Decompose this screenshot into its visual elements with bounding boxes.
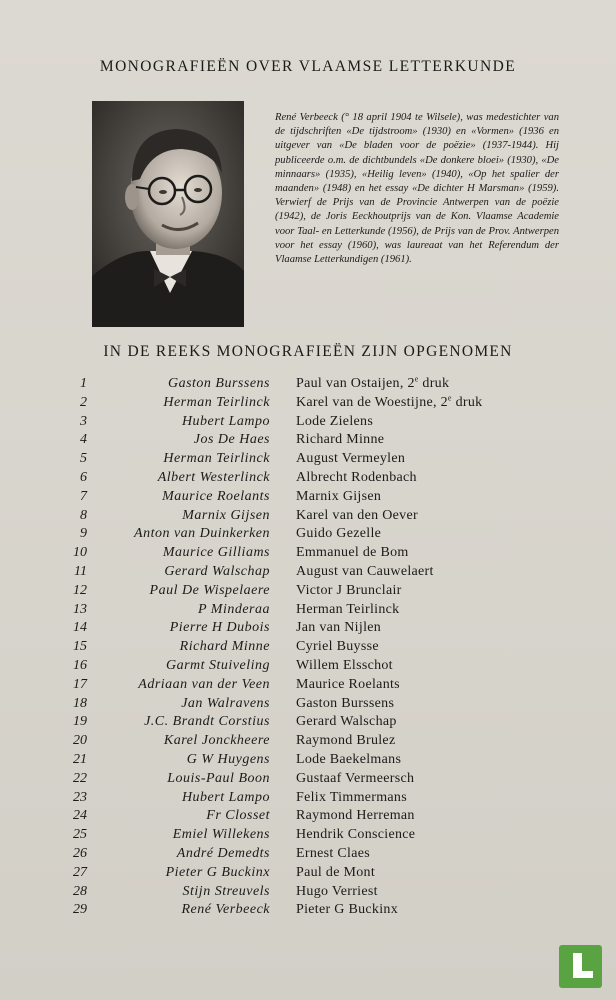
item-subject	[296, 865, 375, 881]
list-item	[60, 827, 560, 846]
item-author: Karel Jonckheere	[163, 733, 270, 749]
item-subject-text: Ernest Claes	[296, 845, 370, 861]
lastdodo-logo-icon	[559, 945, 602, 988]
item-number: 26	[73, 845, 87, 861]
item-number: 4	[80, 432, 87, 448]
item-edition-suffix: druk	[418, 376, 450, 391]
list-item	[60, 771, 560, 790]
item-subject	[296, 545, 409, 561]
item-subject	[296, 376, 449, 392]
item-subject-text: Maurice Roelants	[296, 676, 400, 692]
item-subject-text: Lode Zielens	[296, 413, 374, 429]
list-item	[60, 432, 560, 451]
list-item	[60, 639, 560, 658]
list-item	[60, 884, 560, 903]
item-author: Pieter G Buckinx	[165, 864, 270, 880]
item-author: Albert Westerlinck	[157, 469, 270, 485]
item-subject-text: August Vermeylen	[296, 451, 406, 467]
item-subject-text: Karel van de Woestijne, 2	[296, 394, 448, 410]
item-number: 23	[73, 789, 87, 805]
item-author: G W Huygens	[186, 751, 270, 767]
item-subject	[296, 620, 381, 636]
item-subject	[296, 583, 402, 599]
item-author: Hubert Lampo	[181, 413, 270, 429]
item-subject-text: Raymond Herreman	[296, 808, 415, 824]
item-subject	[296, 714, 397, 730]
item-author: Gaston Burssens	[167, 376, 270, 391]
item-number: 1	[80, 376, 87, 391]
item-subject-text: Willem Elsschot	[296, 657, 393, 673]
item-subject-text: Gustaaf Vermeersch	[296, 770, 415, 786]
list-item	[60, 451, 560, 470]
item-subject	[296, 902, 398, 918]
author-portrait-photo	[92, 101, 244, 327]
item-author: Gerard Walschap	[164, 563, 270, 579]
item-subject-text: Lode Baekelmans	[296, 751, 402, 767]
item-number: 12	[73, 582, 87, 598]
item-subject	[296, 790, 407, 806]
item-subject	[296, 771, 414, 787]
item-subject-text: Hugo Verriest	[296, 883, 378, 899]
item-author: Herman Teirlinck	[163, 451, 270, 467]
list-item	[60, 846, 560, 865]
list-item	[60, 902, 560, 921]
item-subject-text: Paul van Ostaijen, 2	[296, 376, 415, 391]
item-number: 18	[73, 695, 87, 711]
item-subject-text: Richard Minne	[296, 432, 385, 448]
list-item	[60, 376, 560, 395]
item-number: 13	[73, 601, 87, 617]
item-number: 11	[74, 563, 87, 579]
item-subject-text: August van Cauwelaert	[296, 563, 434, 579]
item-subject	[296, 884, 378, 900]
item-subject	[296, 846, 370, 862]
item-subject-text: Albrecht Rodenbach	[296, 469, 417, 485]
list-item	[60, 583, 560, 602]
item-author: P Minderaa	[197, 601, 270, 617]
item-subject-text: Felix Timmermans	[296, 789, 407, 805]
item-number: 7	[80, 488, 87, 504]
item-number: 6	[80, 469, 87, 485]
item-subject	[296, 827, 415, 843]
item-subject	[296, 432, 384, 448]
item-number: 22	[73, 770, 87, 786]
list-item	[60, 395, 560, 414]
item-subject-text: Emmanuel de Bom	[296, 545, 409, 561]
list-item	[60, 865, 560, 884]
list-item	[60, 733, 560, 752]
item-author: Garmt Stuiveling	[165, 657, 270, 673]
item-author: Fr Closset	[206, 808, 270, 824]
item-subject-text: Raymond Brulez	[296, 733, 396, 749]
item-edition-superscript: e	[414, 374, 419, 384]
item-edition-suffix: druk	[451, 394, 483, 410]
item-number: 16	[73, 657, 87, 673]
item-number: 27	[73, 864, 87, 880]
item-author: Richard Minne	[179, 639, 270, 655]
item-number: 10	[73, 545, 87, 561]
item-author: Jan Walravens	[181, 695, 270, 711]
item-subject	[296, 696, 394, 712]
item-subject	[296, 395, 482, 411]
item-subject	[296, 564, 434, 580]
item-author: Maurice Gilliams	[162, 545, 270, 561]
item-subject	[296, 489, 381, 505]
item-subject-text: Jan van Nijlen	[296, 620, 382, 636]
item-author: Paul De Wispelaere	[149, 582, 270, 598]
item-subject-text: Victor J Brunclair	[296, 582, 402, 598]
item-subject-text: Paul de Mont	[296, 864, 376, 880]
list-item	[60, 696, 560, 715]
item-number: 20	[73, 733, 87, 749]
item-edition-superscript: e	[447, 393, 452, 403]
list-item	[60, 602, 560, 621]
item-number: 9	[80, 526, 87, 542]
item-subject-text: Pieter G Buckinx	[296, 902, 399, 918]
item-author: J.C. Brandt Corstius	[144, 714, 270, 730]
item-subject	[296, 602, 399, 618]
item-number: 19	[73, 714, 87, 730]
item-author: Emiel Willekens	[172, 827, 270, 843]
item-subject-text: Marnix Gijsen	[296, 488, 382, 504]
item-number: 21	[73, 751, 87, 767]
item-subject	[296, 470, 417, 486]
list-item	[60, 545, 560, 564]
item-author: Herman Teirlinck	[163, 394, 270, 410]
list-item	[60, 564, 560, 583]
list-item	[60, 620, 560, 639]
item-subject-text: Gaston Burssens	[296, 695, 395, 711]
item-subject	[296, 677, 400, 693]
author-biography: René Verbeeck (° 18 april 1904 te Wilsele), was medestichter van de tijdschriften «De tijdstroom» (1930) en «Vormen» (1936 en uitgever van «De bladen voor de poëzie» (1937-1944). Hij publiceerde o.m. de dichtbundels «De donkere bloei» (1930), «De minnaars» (1935), «Heilig leven» (1940), «Op het spalier der maanden» (1948) en het essay «De dichter H Marsman» (1959). Verwierf de Prijs van de Provincie Antwerpen van de poëzie (1942), de Joris Eeckhoutprijs van de Kon. Vlaamse Academie voor Taal- en Letterkunde (1956), de Prijs van de Prov. Antwerpen voor het essay (1960), was laureaat van het Referendum der Vlaamse Letterkundigen (1961).	[275, 112, 559, 266]
item-subject-text: Cyriel Buysse	[296, 639, 379, 655]
item-author: Jos De Haes	[193, 432, 270, 448]
item-author: André Demedts	[176, 845, 270, 861]
list-item	[60, 508, 560, 527]
item-number: 15	[73, 639, 87, 655]
item-number: 29	[73, 902, 87, 918]
item-number: 2	[80, 394, 87, 410]
item-number: 28	[73, 883, 87, 899]
list-item	[60, 752, 560, 771]
list-item	[60, 714, 560, 733]
item-author: Adriaan van der Veen	[138, 676, 270, 692]
list-item	[60, 790, 560, 809]
list-item	[60, 677, 560, 696]
item-subject	[296, 808, 415, 824]
item-number: 3	[80, 413, 87, 429]
list-item	[60, 414, 560, 433]
series-list	[60, 376, 560, 921]
item-number: 5	[80, 451, 87, 467]
list-item	[60, 808, 560, 827]
item-subject	[296, 733, 395, 749]
list-item	[60, 489, 560, 508]
item-subject-text: Hendrik Conscience	[296, 827, 416, 843]
item-author: Stijn Streuvels	[182, 883, 270, 899]
item-subject	[296, 414, 373, 430]
item-subject	[296, 639, 379, 655]
item-author: Marnix Gijsen	[182, 507, 270, 523]
list-item	[60, 470, 560, 489]
item-author: Hubert Lampo	[181, 789, 270, 805]
page-title: MONOGRAFIEЁN OVER VLAAMSE LETTERKUNDE	[99, 58, 517, 75]
item-subject	[296, 508, 418, 524]
item-subject-text: Herman Teirlinck	[296, 601, 400, 617]
item-subject-text: Gerard Walschap	[296, 714, 397, 730]
item-author: Louis-Paul Boon	[167, 770, 270, 786]
item-subject	[296, 658, 393, 674]
series-heading: IN DE REEKS MONOGRAFIEЁN ZIJN OPGENOMEN	[103, 343, 513, 360]
portrait-icon	[92, 101, 244, 327]
item-number: 17	[73, 676, 87, 692]
item-subject	[296, 451, 405, 467]
list-item	[60, 526, 560, 545]
list-item	[60, 658, 560, 677]
item-subject-text: Guido Gezelle	[296, 526, 382, 542]
item-number: 8	[80, 507, 87, 523]
item-author: Pierre H Dubois	[169, 620, 270, 636]
item-author: Maurice Roelants	[162, 488, 270, 504]
item-author: Anton van Duinkerken	[134, 526, 270, 542]
item-number: 25	[73, 827, 87, 843]
item-subject	[296, 526, 381, 542]
item-subject-text: Karel van den Oever	[296, 507, 418, 523]
item-number: 14	[73, 620, 87, 636]
item-number: 24	[73, 808, 87, 824]
item-subject	[296, 752, 401, 768]
item-author: René Verbeeck	[181, 902, 270, 918]
